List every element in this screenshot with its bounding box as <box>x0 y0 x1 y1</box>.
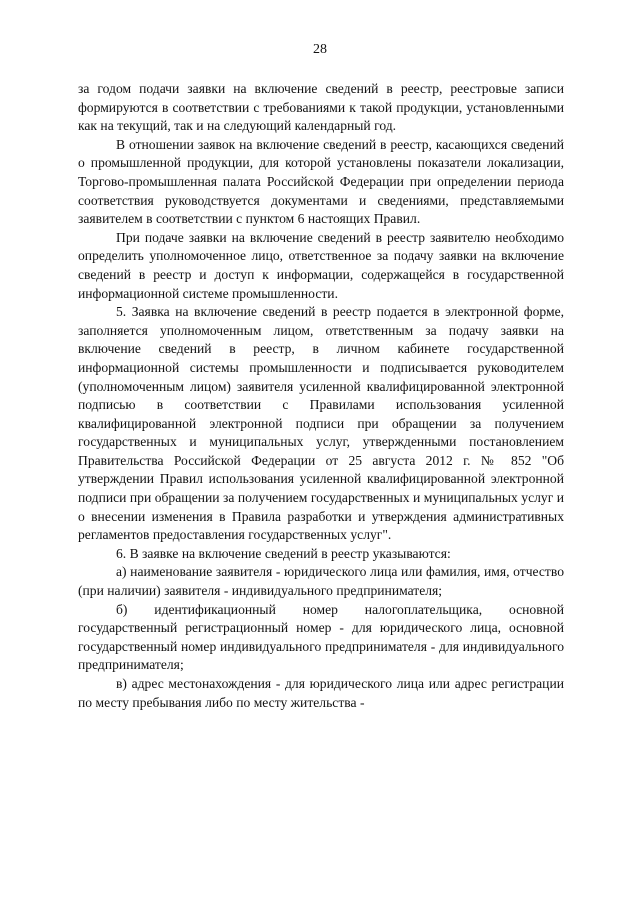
paragraph-continuation: за годом подачи заявки на включение сведений в реестр, реестровые записи формируются в соответствии с требованиями к такой продукции, установленными как на текущий, так и на следующий календарный год. <box>78 81 564 134</box>
paragraph-item-5: 5. Заявка на включение сведений в реестр подается в электронной форме, заполняется уполномоченным лицом, ответственным за подачу заявки на включение сведений в реестр, в личном кабинете государственной информационной системы промышленности и подписывается руководителем (уполномоченным лицом) заявителя усиленной квалифицированной электронной подписью в соответствии с Правилами использования усиленной квалифицированной электронной подписи при обращении за получением государственных и муниципальных услуг, утвержденными постановлением Правительства Российской Федерации от 25 августа 2012 г. № 852 "Об утверждении Правил использования усиленной квалифицированной электронной подписи при обращении за получением государственных и муниципальных услуг и о внесении изменения в Правила разработки и утверждения административных регламентов предоставления государственных услуг". <box>78 304 564 543</box>
paragraph-authorized-person: При подаче заявки на включение сведений в реестр заявителю необходимо определить уполномоченное лицо, ответственное за подачу заявки на включение сведений в реестр и доступ к информации, содержащейся в государственной информационной системе промышленности. <box>78 229 564 301</box>
paragraph-item-6: 6. В заявке на включение сведений в реестр указываются: <box>116 545 451 561</box>
page-number: 28 <box>313 42 327 57</box>
paragraph-subitem-a: а) наименование заявителя - юридического лица или фамилия, имя, отчество (при наличии) заявителя - индивидуального предпринимателя; <box>78 564 564 599</box>
paragraph-subitem-v: в) адрес местонахождения - для юридического лица или адрес регистрации по месту пребывания либо по месту жительства - <box>78 676 564 710</box>
document-body <box>78 80 564 712</box>
paragraph-subitem-b: б) идентификационный номер налогоплательщика, основной государственный регистрационный номер - для юридического лица, основной государственный номер индивидуального предпринимателя - для индивидуального предпринимателя; <box>78 601 564 673</box>
paragraph-localization: В отношении заявок на включение сведений в реестр, касающихся сведений о промышленной продукции, для которой установлены показатели локализации, Торгово-промышленная палата Российской Федерации при определении периода соответствия руководствуется документами и сведениями, представляемыми заявителем в соответствии с пунктом 6 настоящих Правил. <box>78 136 564 227</box>
